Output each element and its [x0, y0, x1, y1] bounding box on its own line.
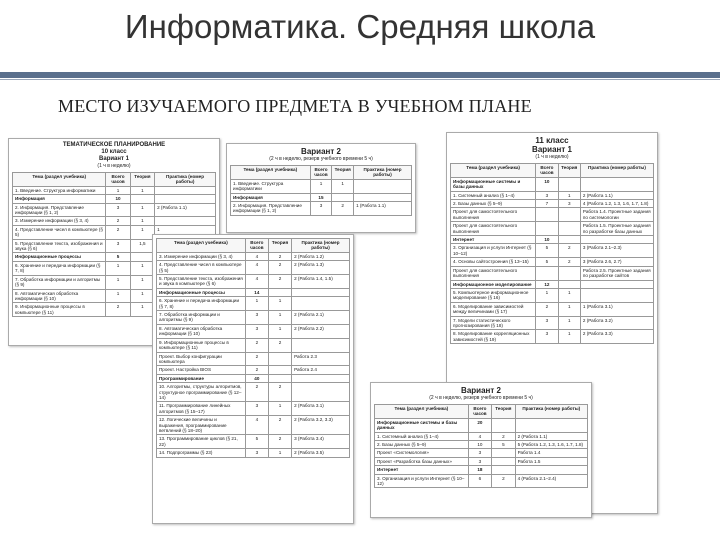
table-cell: 3. Организация и услуги Интернет (§ 10–12): [375, 474, 469, 488]
table-cell: 6. Моделирование зависимостей между величинами (§ 17): [451, 302, 536, 316]
table-cell: 2: [268, 261, 291, 275]
table-cell: 2: [245, 338, 268, 352]
table-row: [375, 418, 588, 432]
table-cell: Информационные процессы: [13, 253, 106, 261]
table-cell: 2 (Работа 1.4, 1.5): [292, 275, 350, 289]
table-cell: 5: [536, 258, 558, 266]
table-cell: 8. Автоматическая обработка информации (§ 10): [13, 289, 106, 303]
table-cell: 10: [106, 195, 130, 203]
table-cell: 7. Обработка информации и алгоритмы (§ 9): [157, 311, 246, 325]
table-cell: 4. Основы сайтостроения (§ 13–15): [451, 258, 536, 266]
column-header: Практика (номер работы): [354, 166, 412, 180]
table-cell: 5: [536, 244, 558, 258]
table-cell: 1: [245, 297, 268, 311]
table-cell: 3: [468, 457, 491, 465]
sheet-header: [9, 139, 219, 169]
table-cell: 2: [268, 252, 291, 260]
table-row: [157, 435, 350, 449]
table-cell: 10: [536, 177, 558, 191]
table-cell: 4: [245, 416, 268, 435]
table-cell: [292, 288, 350, 296]
table-row: [157, 402, 350, 416]
table-row: [231, 193, 412, 201]
table-cell: 1: [558, 302, 580, 316]
table-cell: 1: [106, 275, 130, 289]
table-row: [451, 316, 654, 330]
table-cell: 3 (Работа 2.1–2.3): [580, 244, 653, 258]
column-header: Теория: [268, 239, 291, 253]
table-cell: 14. Подпрограммы (§ 23): [157, 449, 246, 457]
table-row: [375, 441, 588, 449]
table-cell: Информационные системы и базы данных: [375, 418, 469, 432]
table-cell: [492, 466, 515, 474]
table-cell: 1,5: [130, 239, 154, 253]
table-cell: Проект «Разработка базы данных»: [375, 457, 469, 465]
table-cell: Интернет: [375, 466, 469, 474]
table-row: [451, 330, 654, 344]
table-row: [157, 383, 350, 402]
table-cell: 8. Моделирование корреляционных зависимостей (§ 19): [451, 330, 536, 344]
table-cell: 40: [245, 374, 268, 382]
table-row: [157, 366, 350, 374]
table-cell: 1. Системный анализ (§ 1–4): [375, 432, 469, 440]
table-cell: 2: [536, 302, 558, 316]
table-row: [375, 432, 588, 440]
table-cell: 2 (Работа 3.2): [580, 316, 653, 330]
table-cell: 8. Автоматическая обработка информации (§ 10): [157, 324, 246, 338]
table-cell: 1. Системный анализ (§ 1–4): [451, 191, 536, 199]
sheet-hours: (1 ч в неделю): [535, 154, 569, 160]
table-cell: 5: [245, 435, 268, 449]
table-cell: 2: [245, 352, 268, 366]
table-cell: 2: [106, 217, 130, 225]
table-header-row: [375, 405, 588, 419]
table-cell: 12. Логические величины и выражения, программирование ветвлений (§ 18–20): [157, 416, 246, 435]
table-cell: 5: [492, 441, 515, 449]
table-cell: 3: [558, 200, 580, 208]
table-cell: 3. Измерение информации (§ 3, 4): [157, 252, 246, 260]
table-cell: Работа 1.4. Проектные задания по системологии: [580, 208, 653, 222]
table-row: [13, 186, 216, 194]
sheet-grade: 11 класс: [535, 136, 569, 145]
table-cell: Проект для самостоятельного выполнения: [451, 208, 536, 222]
table-cell: 1. Введение. Структура информатики: [13, 186, 106, 194]
table-cell: 2: [106, 225, 130, 239]
column-header: Всего часов: [468, 405, 491, 419]
column-header: Всего часов: [310, 166, 332, 180]
table-cell: [492, 457, 515, 465]
table-cell: [268, 374, 291, 382]
table-cell: [268, 366, 291, 374]
table-cell: 6: [468, 474, 491, 488]
table-cell: 2 (Работа 1.1): [515, 432, 587, 440]
table-cell: 3: [106, 239, 130, 253]
table-row: [375, 466, 588, 474]
table-cell: Работа 1.5: [515, 457, 587, 465]
table-cell: 1: [106, 261, 130, 275]
table-cell: 1: [130, 217, 154, 225]
table-cell: [580, 177, 653, 191]
table-cell: 2: [268, 435, 291, 449]
table-cell: 5 (Работа 1.2, 1.3, 1.6, 1.7, 1.8): [515, 441, 587, 449]
table-cell: 1: [106, 186, 130, 194]
table-cell: [536, 208, 558, 222]
table-cell: 2: [492, 474, 515, 488]
table-cell: 3: [106, 203, 130, 217]
table-header-row: [231, 166, 412, 180]
table-cell: 1: [268, 311, 291, 325]
table-cell: [492, 449, 515, 457]
table-cell: 5. Представление текста, изображения и звука (§ 6): [13, 239, 106, 253]
column-header: Всего часов: [536, 164, 558, 178]
column-header: Практика (номер работы): [515, 405, 587, 419]
table-row: [451, 244, 654, 258]
table-row: [451, 222, 654, 236]
table-cell: 7. Модели статистического прогнозирования (§ 18): [451, 316, 536, 330]
table-cell: [558, 236, 580, 244]
table-cell: 10: [468, 441, 491, 449]
table-cell: [155, 186, 216, 194]
table-row: [157, 252, 350, 260]
table-cell: [558, 208, 580, 222]
table-cell: 2 (Работа 3.1): [292, 402, 350, 416]
table-cell: 2: [106, 303, 130, 317]
table-cell: [536, 222, 558, 236]
table-cell: 2 (Работа 1.2): [292, 252, 350, 260]
column-header: Теория: [558, 164, 580, 178]
table-row: [451, 177, 654, 191]
table-cell: 1: [332, 179, 354, 193]
sheet-variant: Вариант 2: [301, 147, 341, 156]
table-cell: [515, 466, 587, 474]
table-row: [157, 288, 350, 296]
table-row: [451, 236, 654, 244]
table-cell: 2. Информация. Представление информации (§ 1, 2): [231, 202, 311, 216]
table-row: [157, 297, 350, 311]
table-row: [157, 275, 350, 289]
column-header: Практика (номер работы): [155, 173, 216, 187]
table-cell: 4: [245, 261, 268, 275]
table-cell: 2 (Работа 3.3): [580, 330, 653, 344]
table-cell: 1: [310, 179, 332, 193]
table-cell: 3: [245, 324, 268, 338]
table-cell: 2 (Работа 1.3): [292, 261, 350, 275]
table-cell: 2: [245, 366, 268, 374]
table-cell: 15: [310, 193, 332, 201]
column-header: Тема (раздел учебника): [451, 164, 536, 178]
table-cell: 2. Информация. Представление информации (§ 1, 2): [13, 203, 106, 217]
table-cell: 2 (Работа 2.1): [292, 311, 350, 325]
table-cell: 18: [468, 466, 491, 474]
table-cell: 2 (Работа 3.2, 3.3): [292, 416, 350, 435]
sheet-hours: (2 ч в неделю, резерв учебного времени 5 ч): [429, 395, 533, 401]
sheet-grade10-variant2: [226, 143, 416, 233]
table-cell: [292, 374, 350, 382]
table-cell: Работа 1.4: [515, 449, 587, 457]
table-row: [451, 266, 654, 280]
table-cell: 1: [268, 324, 291, 338]
table-row: [375, 457, 588, 465]
table-cell: [515, 418, 587, 432]
table-cell: 2: [492, 432, 515, 440]
plan-table: [156, 238, 350, 458]
table-row: [451, 208, 654, 222]
table-cell: 2 (Работа 1.1): [580, 191, 653, 199]
column-header: Теория: [332, 166, 354, 180]
table-cell: [580, 288, 653, 302]
sheet-variant: Вариант 2: [461, 386, 501, 395]
table-cell: 11. Программирование линейных алгоритмов (§ 15–17): [157, 402, 246, 416]
column-header: Практика (номер работы): [580, 164, 653, 178]
table-cell: Информационные процессы: [157, 288, 246, 296]
table-cell: 2 (Работа 1.1): [155, 203, 216, 217]
table-cell: Работа 2.3: [292, 352, 350, 366]
table-cell: Информационное моделирование: [451, 280, 536, 288]
table-cell: 7. Обработка информации и алгоритмы (§ 9): [13, 275, 106, 289]
column-header: Тема (раздел учебника): [231, 166, 311, 180]
table-row: [375, 474, 588, 488]
table-cell: [130, 253, 154, 261]
column-header: Всего часов: [106, 173, 130, 187]
table-header-row: [157, 239, 350, 253]
table-row: [157, 338, 350, 352]
table-cell: Работа 1.5. Проектные задания по разработке базы данных: [580, 222, 653, 236]
table-header-row: [13, 173, 216, 187]
table-cell: 1: [536, 288, 558, 302]
table-cell: 3. Измерение информации (§ 3, 4): [13, 217, 106, 225]
table-cell: 2: [268, 383, 291, 402]
column-header: Тема (раздел учебника): [375, 405, 469, 419]
table-cell: Проект. Настройка BIOS: [157, 366, 246, 374]
sheet-header: [447, 133, 657, 160]
table-cell: 1. Введение. Структура информатики: [231, 179, 311, 193]
table-cell: 10: [536, 236, 558, 244]
table-row: [157, 324, 350, 338]
table-cell: Работа 2.4: [292, 366, 350, 374]
table-cell: Информационные системы и базы данных: [451, 177, 536, 191]
table-cell: Интернет: [451, 236, 536, 244]
table-row: [157, 311, 350, 325]
table-cell: 1: [155, 225, 216, 239]
table-cell: Информация: [13, 195, 106, 203]
table-cell: Проект для самостоятельного выполнения: [451, 266, 536, 280]
sheet-hours: (1 ч в неделю): [97, 163, 131, 169]
table-cell: 4: [245, 275, 268, 289]
table-header-row: [451, 164, 654, 178]
table-cell: 3: [245, 311, 268, 325]
table-cell: 9. Информационные процессы в компьютере (§ 11): [13, 303, 106, 317]
table-cell: 1: [268, 449, 291, 457]
table-cell: [492, 418, 515, 432]
table-cell: Работа 2.5. Проектные задания по разработке сайтов: [580, 266, 653, 280]
table-cell: 3: [468, 449, 491, 457]
table-cell: 2: [268, 275, 291, 289]
table-row: [157, 352, 350, 366]
table-row: [157, 416, 350, 435]
table-cell: 1: [558, 191, 580, 199]
table-row: [451, 280, 654, 288]
table-cell: 1: [130, 275, 154, 289]
table-row: [451, 258, 654, 266]
table-cell: 3: [536, 330, 558, 344]
table-cell: Программирование: [157, 374, 246, 382]
table-cell: 1: [558, 330, 580, 344]
column-header: Тема (раздел учебника): [13, 173, 106, 187]
table-row: [157, 374, 350, 382]
table-cell: 3 (Работа 3.4): [292, 435, 350, 449]
table-cell: 4: [245, 252, 268, 260]
table-cell: [558, 266, 580, 280]
table-cell: [558, 222, 580, 236]
table-cell: 6. Хранение и передача информации (§ 7, 8): [157, 297, 246, 311]
table-cell: [332, 193, 354, 201]
sheet-variant: Вариант 1: [532, 145, 572, 154]
sheet-grade10-variant2-continued: [152, 234, 354, 524]
title-divider-thin: [0, 79, 720, 80]
table-cell: 1: [558, 316, 580, 330]
table-cell: 1: [268, 402, 291, 416]
sheet-header: [227, 144, 415, 162]
table-cell: 3: [536, 191, 558, 199]
table-cell: 9. Информационные процессы в компьютере (§ 11): [157, 338, 246, 352]
sheet-grade11-variant2: [370, 382, 592, 518]
table-row: [13, 217, 216, 225]
table-cell: 2: [332, 202, 354, 216]
sheet-hours: (2 ч в неделю, резерв учебного времени 5 ч): [269, 156, 373, 162]
table-cell: 1: [130, 289, 154, 303]
column-header: Теория: [492, 405, 515, 419]
table-cell: [268, 288, 291, 296]
table-cell: 20: [468, 418, 491, 432]
table-cell: 4. Представление чисел в компьютере (§ 5): [157, 261, 246, 275]
table-cell: [558, 177, 580, 191]
column-header: Практика (номер работы): [292, 239, 350, 253]
table-cell: 2 (Работа 2.2): [292, 324, 350, 338]
table-cell: 13. Программирование циклов (§ 21, 22): [157, 435, 246, 449]
sheet-variant: Вариант 1: [99, 156, 129, 162]
plan-table: [230, 165, 412, 216]
table-cell: 6. Хранение и передача информации (§ 7, 8): [13, 261, 106, 275]
table-cell: [292, 338, 350, 352]
table-row: [451, 191, 654, 199]
table-cell: 2. Базы данных (§ 5–9): [375, 441, 469, 449]
table-row: [13, 203, 216, 217]
table-cell: 3 (Работа 2.6, 2.7): [580, 258, 653, 266]
table-cell: 1: [130, 303, 154, 317]
table-cell: 2: [245, 383, 268, 402]
table-cell: [536, 266, 558, 280]
table-cell: Информация: [231, 193, 311, 201]
table-cell: 1 (Работа 3.1): [580, 302, 653, 316]
table-cell: [292, 297, 350, 311]
column-header: Всего часов: [245, 239, 268, 253]
sheet-heading: ТЕМАТИЧЕСКОЕ ПЛАНИРОВАНИЕ: [62, 142, 166, 148]
table-cell: 2: [268, 416, 291, 435]
table-cell: [130, 195, 154, 203]
table-cell: 4 (Работа 1.2, 1.3, 1.6, 1.7, 1.8): [580, 200, 653, 208]
table-cell: [354, 179, 412, 193]
plan-table: [374, 404, 588, 488]
table-cell: 1 (Работа 1.1): [354, 202, 412, 216]
table-cell: [268, 352, 291, 366]
table-cell: 1: [130, 225, 154, 239]
title-divider: [0, 72, 720, 78]
table-cell: 2. Базы данных (§ 5–9): [451, 200, 536, 208]
table-cell: 3: [245, 449, 268, 457]
table-row: [157, 449, 350, 457]
table-cell: 2: [268, 338, 291, 352]
sheet-grade: 10 класс: [101, 149, 127, 155]
table-cell: 10. Алгоритмы, структуры алгоритмов, структурное программирование (§ 12–14): [157, 383, 246, 402]
table-cell: [155, 217, 216, 225]
table-cell: 1: [558, 288, 580, 302]
table-cell: 4 (Работа 2.1–2.4): [515, 474, 587, 488]
table-cell: [580, 280, 653, 288]
table-cell: Проект для самостоятельного выполнения: [451, 222, 536, 236]
table-cell: 5. Представление текста, изображения и звука в компьютере (§ 6): [157, 275, 246, 289]
table-cell: 2 (Работа 3.5): [292, 449, 350, 457]
slide-subtitle: МЕСТО ИЗУЧАЕМОГО ПРЕДМЕТА В УЧЕБНОМ ПЛАНЕ: [58, 96, 532, 116]
table-row: [451, 200, 654, 208]
table-row: [13, 195, 216, 203]
table-cell: 4: [468, 432, 491, 440]
table-cell: 5. Компьютерное информационное моделирование (§ 16): [451, 288, 536, 302]
table-cell: 3: [245, 402, 268, 416]
table-cell: Проект. Выбор конфигурации компьютера: [157, 352, 246, 366]
table-cell: 2: [558, 258, 580, 266]
column-header: Тема (раздел учебника): [157, 239, 246, 253]
table-cell: 1: [268, 297, 291, 311]
sheet-header: [371, 383, 591, 401]
table-cell: [292, 383, 350, 402]
table-cell: 1: [106, 289, 130, 303]
table-cell: 14: [245, 288, 268, 296]
table-row: [375, 449, 588, 457]
table-cell: 3: [310, 202, 332, 216]
table-cell: 3. Организация и услуги Интернет (§ 10–12): [451, 244, 536, 258]
table-row: [231, 179, 412, 193]
table-cell: [354, 193, 412, 201]
table-cell: 1: [130, 203, 154, 217]
table-cell: [580, 236, 653, 244]
table-row: [451, 288, 654, 302]
table-cell: 5: [106, 253, 130, 261]
slide-title: Информатика. Средняя школа: [124, 8, 596, 45]
table-cell: 1: [130, 186, 154, 194]
table-cell: 4. Представление чисел в компьютере (§ 5): [13, 225, 106, 239]
table-cell: 2: [558, 244, 580, 258]
table-cell: [558, 280, 580, 288]
table-row: [451, 302, 654, 316]
table-cell: [155, 195, 216, 203]
table-cell: Проект «Системология»: [375, 449, 469, 457]
plan-table: [450, 163, 654, 344]
table-cell: 3: [536, 316, 558, 330]
table-row: [157, 261, 350, 275]
table-cell: 7: [536, 200, 558, 208]
table-cell: 12: [536, 280, 558, 288]
table-row: [231, 202, 412, 216]
table-cell: 1: [130, 261, 154, 275]
column-header: Теория: [130, 173, 154, 187]
